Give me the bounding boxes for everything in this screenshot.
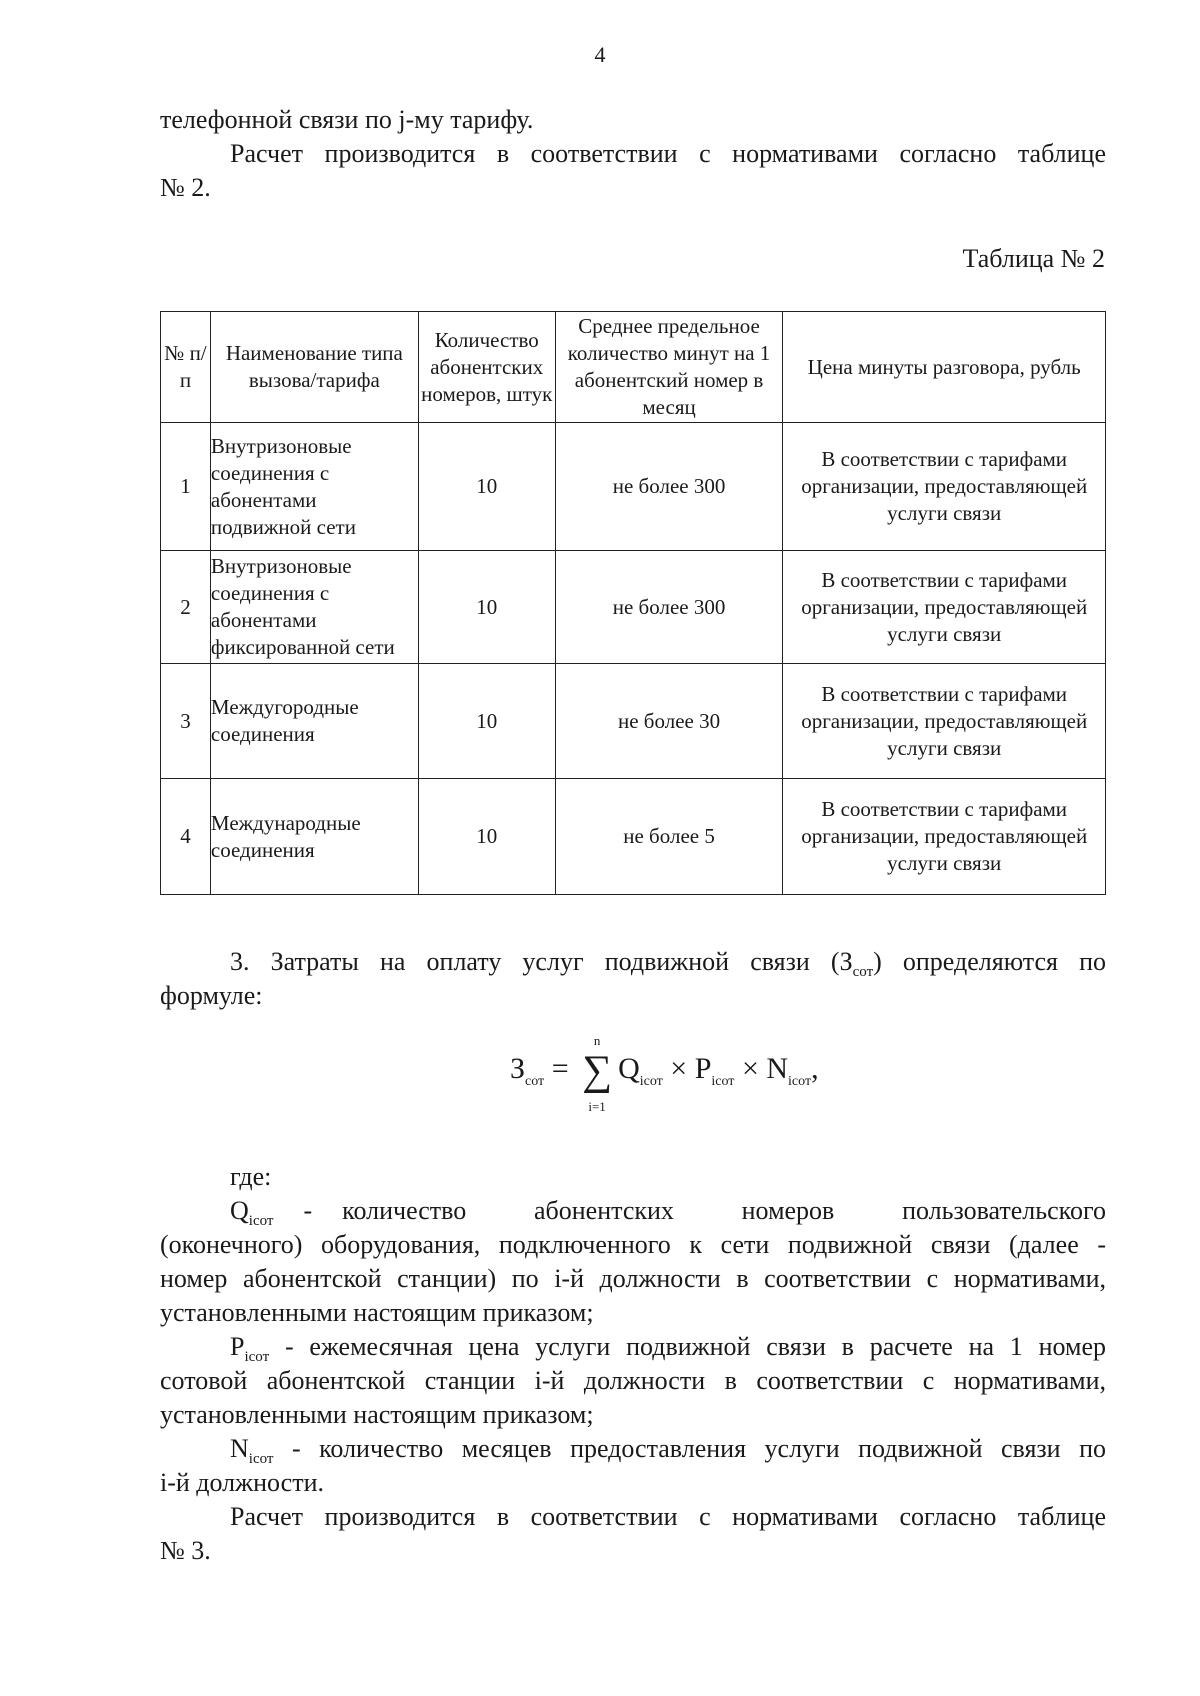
table-row — [161, 551, 1106, 664]
section-3-continuation: формуле: — [160, 981, 263, 1010]
header-price: Цена минуты разговора, рубль — [783, 312, 1106, 423]
header-count: Количество абонентских номеров, штук — [418, 312, 555, 423]
cell-count: 10 — [418, 664, 555, 779]
cell-count: 10 — [418, 423, 555, 551]
definition-n-line-2: i-й должности. — [160, 1468, 324, 1497]
cell-minutes: не более 5 — [555, 779, 783, 895]
cell-price: В соответствии с тарифами организации, предоставляющей услуги связи — [783, 551, 1106, 664]
definition-q-line-1: $Q_{iсот}$ - количество абонентских номеров пользовательского — [230, 1196, 1106, 1230]
cell-num: 1 — [161, 423, 211, 551]
definition-n-line-1: $N_{iсот}$ - количество месяцев предоставления услуги подвижной связи по — [230, 1434, 1106, 1468]
table-row — [161, 779, 1106, 895]
cell-minutes: не более 30 — [555, 664, 783, 779]
page-number: 4 — [594, 42, 606, 67]
table-row — [161, 423, 1106, 551]
cell-price: В соответствии с тарифами организации, предоставляющей услуги связи — [783, 779, 1106, 895]
table-header-row — [161, 312, 1106, 423]
cost-formula: $З_{сот}$ = ∑ n i=1 $Q_{iсот} \times P_{iсот} \times N_{iсот}$, — [510, 1033, 819, 1114]
definition-p-line-3: установленными настоящим приказом; — [160, 1400, 594, 1429]
definition-q-line-2: (оконечного) оборудования, подключенного к сети подвижной связи (далее - — [160, 1230, 1106, 1259]
definition-q-line-3: номер абонентской станции) по i-й должности в соответствии с нормативами, — [160, 1264, 1106, 1293]
definition-p-line-1: $P_{iсот}$ - ежемесячная цена услуги подвижной связи в расчете на 1 номер — [230, 1332, 1106, 1366]
closing-reference: № 3. — [160, 1536, 211, 1565]
closing-line: Расчет производится в соответствии с нормативами согласно таблице — [230, 1502, 1106, 1531]
cell-price: В соответствии с тарифами организации, предоставляющей услуги связи — [783, 664, 1106, 779]
cell-minutes: не более 300 — [555, 423, 783, 551]
cell-count: 10 — [418, 779, 555, 895]
header-name: Наименование типа вызова/тарифа — [210, 312, 418, 423]
header-minutes: Среднее предельное количество минут на 1 абонентский номер в месяц — [555, 312, 783, 423]
tariff-table — [160, 311, 1106, 895]
cell-name: Внутризоновые соединения с абонентами подвижной сети — [210, 423, 418, 551]
where-label: где: — [230, 1162, 272, 1191]
section-3-heading: 3. Затраты на оплату услуг подвижной связи $(З_{сот})$ определяются по — [230, 947, 1106, 981]
table-caption: Таблица № 2 — [962, 244, 1105, 273]
cell-count: 10 — [418, 551, 555, 664]
intro-line: телефонной связи по j-му тарифу. — [160, 105, 534, 134]
cell-minutes: не более 300 — [555, 551, 783, 664]
intro-reference-line: Расчет производится в соответствии с нормативами согласно таблице — [230, 139, 1106, 168]
sum-operator: ∑ n i=1 — [582, 1033, 613, 1114]
cell-num: 3 — [161, 664, 211, 779]
definition-p-line-2: сотовой абонентской станции i-й должности в соответствии с нормативами, — [160, 1366, 1106, 1395]
cell-num: 4 — [161, 779, 211, 895]
cell-name: Международные соединения — [210, 779, 418, 895]
definition-q-line-4: установленными настоящим приказом; — [160, 1298, 594, 1327]
cell-name: Междугородные соединения — [210, 664, 418, 779]
cell-name: Внутризоновые соединения с абонентами фиксированной сети — [210, 551, 418, 664]
cell-num: 2 — [161, 551, 211, 664]
cell-price: В соответствии с тарифами организации, предоставляющей услуги связи — [783, 423, 1106, 551]
table-row — [161, 664, 1106, 779]
intro-reference-number: № 2. — [160, 173, 211, 202]
header-num: № п/п — [161, 312, 211, 423]
